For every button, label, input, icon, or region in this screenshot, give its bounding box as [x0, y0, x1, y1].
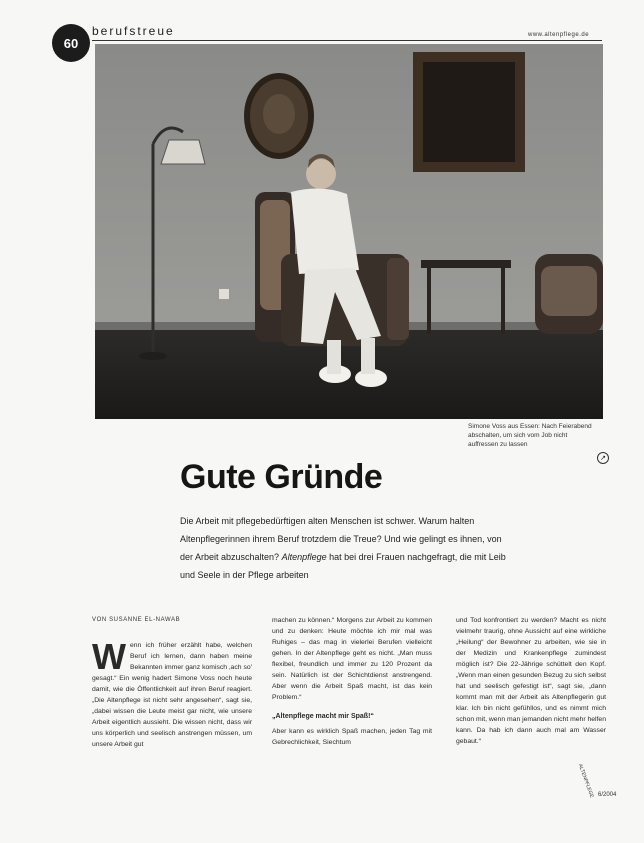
photo-illustration — [95, 44, 603, 419]
lead-magazine-name: Altenpflege — [281, 552, 327, 562]
text-column-3 — [456, 615, 606, 747]
body-text: Aber kann es wirklich Spaß machen, jeden Tag mit Gebrechlichkeit, Siechtum — [272, 728, 432, 746]
body-text: enn ich früher erzählt habe, welchen Beruf ich lernen, dann haben meine Bekannten immer ganz komisch ‚ach so' gesagt.“ Ein wenig hadert Simone Voss noch heute damit, wie die Öffentlichkeit auf ihren Beruf reagiert. „Die Altenpflege ist nicht sehr angesehen“, sagt sie, „dabei wissen die Leute meist gar nicht, wie unsere Arbeit eigentlich aussieht. Die wissen nicht, dass wir uns körperlich und seelisch anstrengen müssen, um unsere Arbeit gut — [92, 642, 252, 748]
header-rule — [92, 40, 602, 41]
photo-caption: Simone Voss aus Essen: Nach Feierabend abschalten, um sich vom Job nicht auffressen zu lassen — [468, 423, 592, 448]
page-number-badge — [52, 24, 90, 62]
article-headline: Gute Gründe — [180, 458, 383, 496]
text-column-2 — [272, 615, 432, 748]
drop-cap: W — [92, 636, 126, 677]
text-column-1 — [92, 615, 252, 750]
page-number: 60 — [63, 35, 79, 51]
byline: VON SUSANNE EL-NAWAB — [92, 617, 181, 623]
subheading: „Altenpflege macht mir Spaß!“ — [272, 713, 374, 720]
lead-text-end: hat bei drei Frauen nachgefragt, die mit Leib und Seele in der Pflege arbeiten — [180, 552, 506, 580]
magazine-logo-arc: ALTENPFLEGE — [576, 763, 595, 799]
issue-date: 6/2004 — [598, 792, 617, 798]
site-url: www.altenpflege.de — [528, 32, 590, 38]
article-lead — [180, 512, 510, 584]
page-corner-icon: ↗ — [597, 452, 609, 464]
body-text: machen zu können.“ Morgens zur Arbeit zu kommen und zu denken: Heute möchte ich mir mal was Ruhiges – das mag in vielerlei Berufen vielleicht gehen. In der Altenpflege geht es nicht. „Man muss flexibel, freundlich und immer zu 120 Prozent da sein. Natürlich ist der Schichtdienst anstrengend. Aber wenn die Arbeit Spaß macht, ist das kein Problem.“ — [272, 617, 432, 701]
lead-text: Die Arbeit mit pflegebedürftigen alten Menschen ist schwer. Warum halten Altenpflegerinnen ihrem Beruf trotzdem die Treue? Und wie gelingt es ihnen, von der Arbeit abzuschalten? — [180, 516, 502, 562]
section-title: berufstreue — [92, 24, 175, 38]
body-text: und Tod konfrontiert zu werden? Macht es nicht vielmehr traurig, ohne Aussicht auf eine wirkliche „Heilung“ der Bewohner zu arbeiten, wie sie in der Medizin und Krankenpflege zumindest möglich ist? Die 22-Jährige schüttelt den Kopf. „Wenn man einen gesunden Bezug zu sich selbst hat und seelisch gefestigt ist“, sagt sie, „dann kommt man mit der Arbeit als Altenpflegerin gut klar. Ich bin nicht gefühllos, und es nimmt mich schon mit, wenn man jemanden nicht mehr helfen kann. Da hab ich dann auch mal am Wasser gebaut.“ — [456, 617, 606, 745]
article-photo — [95, 44, 603, 419]
